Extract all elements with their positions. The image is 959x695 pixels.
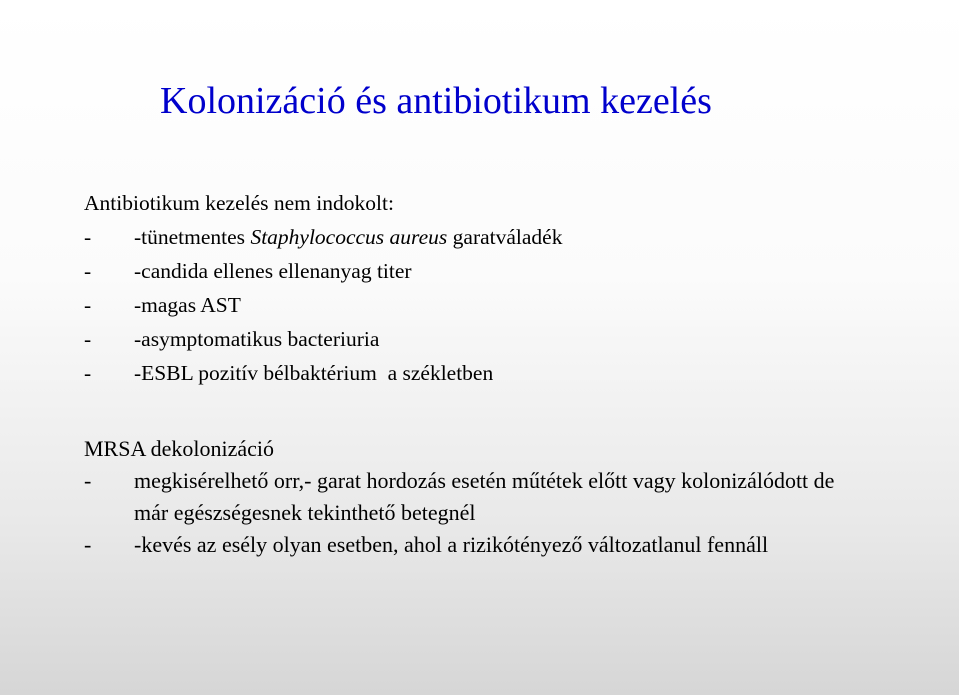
section-mrsa-decolonization [84,433,874,561]
list-dash: - [84,225,92,249]
list-item-text: -asymptomatikus bacteriuria [134,327,380,351]
list-dash: - [84,293,92,317]
list-dash: - [84,327,92,351]
section-antibiotic-not-indicated [84,186,562,390]
list-item-text [134,220,562,254]
list-dash: - [84,532,92,557]
list-item [84,322,562,356]
list-dash: - [84,259,92,283]
list-item-text: -magas AST [134,293,241,317]
organism-name: Staphylococcus aureus [250,225,448,249]
section-heading: Antibiotikum kezelés nem indokolt: [84,191,394,215]
list-item-text: -candida ellenes ellenanyag titer [134,259,412,283]
list-item-text: -ESBL pozitív bélbaktérium a székletben [134,361,494,385]
list-item [84,288,562,322]
list-item [84,254,562,288]
list-dash: - [84,361,92,385]
list-item [84,529,874,561]
list-item-text: -kevés az esély olyan esetben, ahol a rizikótényező változatlanul fennáll [134,532,769,557]
section-heading: MRSA dekolonizáció [84,436,275,461]
list-dash: - [84,468,92,493]
list-item [84,465,874,529]
slide-title: Kolonizáció és antibiotikum kezelés [160,80,712,122]
list-item-text-before: -tünetmentes [134,225,251,249]
list-item [84,220,562,254]
list-item [84,356,562,390]
list-item-text: megkisérelhető orr,- garat hordozás esetén műtétek előtt vagy kolonizálódott de már egészségesnek tekinthető betegnél [134,468,835,525]
list-item-text-after: garatváladék [447,225,563,249]
